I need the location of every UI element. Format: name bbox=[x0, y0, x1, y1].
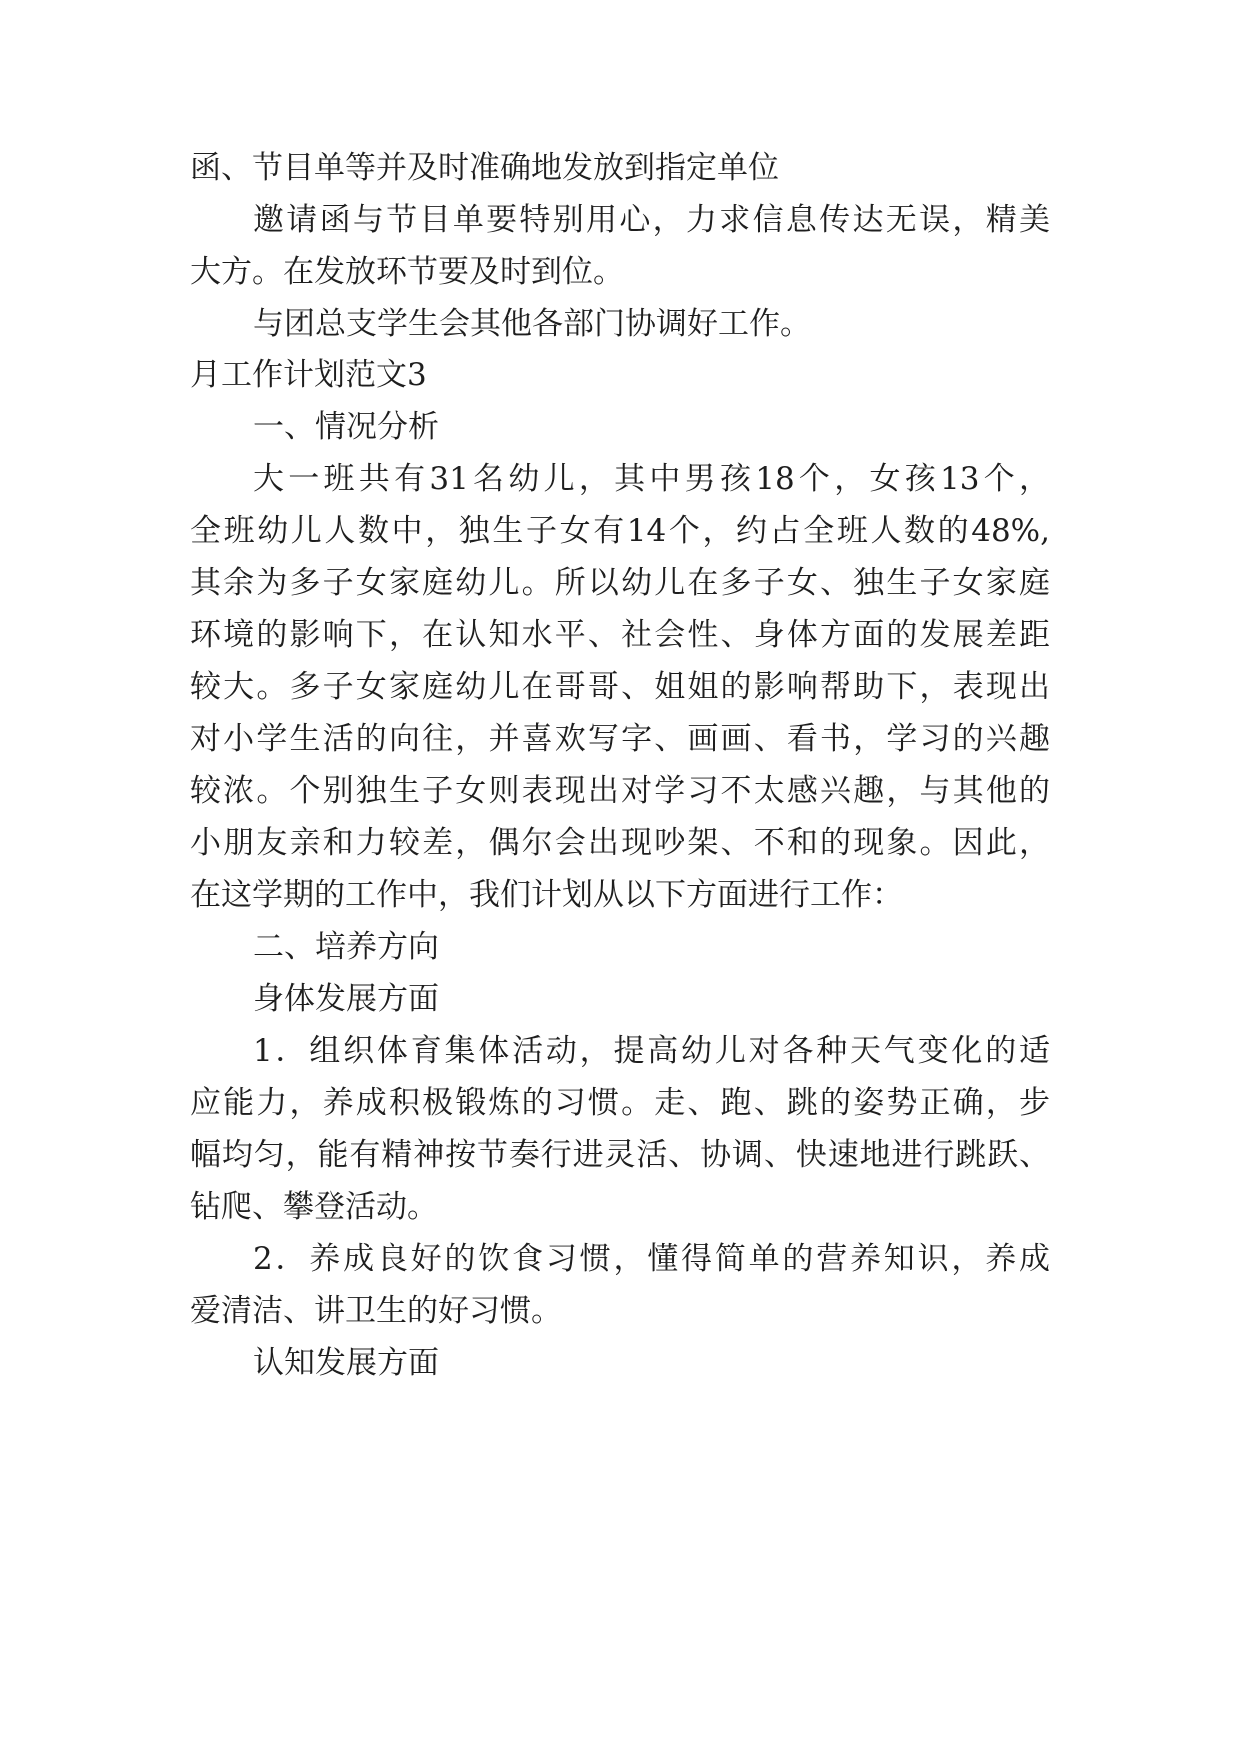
text-line: 对小学生活的向往，并喜欢写字、画画、看书，学习的兴趣 bbox=[190, 721, 1050, 757]
text-line: 其余为多子女家庭幼儿。所以幼儿在多子女、独生子女家庭 bbox=[190, 565, 1050, 601]
text-line: 函、节目单等并及时准确地发放到指定单位 bbox=[190, 150, 779, 186]
text-line: 较浓。个别独生子女则表现出对学习不太感兴趣，与其他的 bbox=[190, 773, 1050, 809]
text-line: 较大。多子女家庭幼儿在哥哥、姐姐的影响帮助下，表现出 bbox=[190, 669, 1050, 705]
text-line: 与团总支学生会其他各部门协调好工作。 bbox=[253, 306, 811, 342]
section-heading: 一、情况分析 bbox=[253, 409, 439, 445]
text-line: 在这学期的工作中，我们计划从以下方面进行工作： bbox=[190, 877, 903, 913]
text-line: 邀请函与节目单要特别用心，力求信息传达无误，精美 bbox=[253, 202, 1050, 238]
text-line: 小朋友亲和力较差，偶尔会出现吵架、不和的现象。因此， bbox=[190, 825, 1050, 861]
text-line: 1．组织体育集体活动，提高幼儿对各种天气变化的适 bbox=[253, 1033, 1050, 1069]
text-line: 钻爬、攀登活动。 bbox=[190, 1189, 438, 1225]
text-line: 全班幼儿人数中，独生子女有14个，约占全班人数的48%, bbox=[190, 513, 1050, 549]
text-line: 爱清洁、讲卫生的好习惯。 bbox=[190, 1293, 562, 1329]
text-line: 2．养成良好的饮食习惯，懂得简单的营养知识，养成 bbox=[253, 1241, 1050, 1277]
text-line: 环境的影响下，在认知水平、社会性、身体方面的发展差距 bbox=[190, 617, 1050, 653]
section-heading: 月工作计划范文3 bbox=[190, 357, 427, 393]
text-line: 幅均匀，能有精神按节奏行进灵活、协调、快速地进行跳跃、 bbox=[190, 1137, 1050, 1173]
text-line: 大方。在发放环节要及时到位。 bbox=[190, 254, 624, 290]
text-line: 应能力，养成积极锻炼的习惯。走、跑、跳的姿势正确，步 bbox=[190, 1085, 1050, 1121]
text-line: 大一班共有31名幼儿，其中男孩18个，女孩13个， bbox=[253, 461, 1050, 497]
section-heading: 二、培养方向 bbox=[253, 929, 439, 965]
subsection-heading: 身体发展方面 bbox=[253, 981, 439, 1017]
subsection-heading: 认知发展方面 bbox=[253, 1345, 439, 1381]
